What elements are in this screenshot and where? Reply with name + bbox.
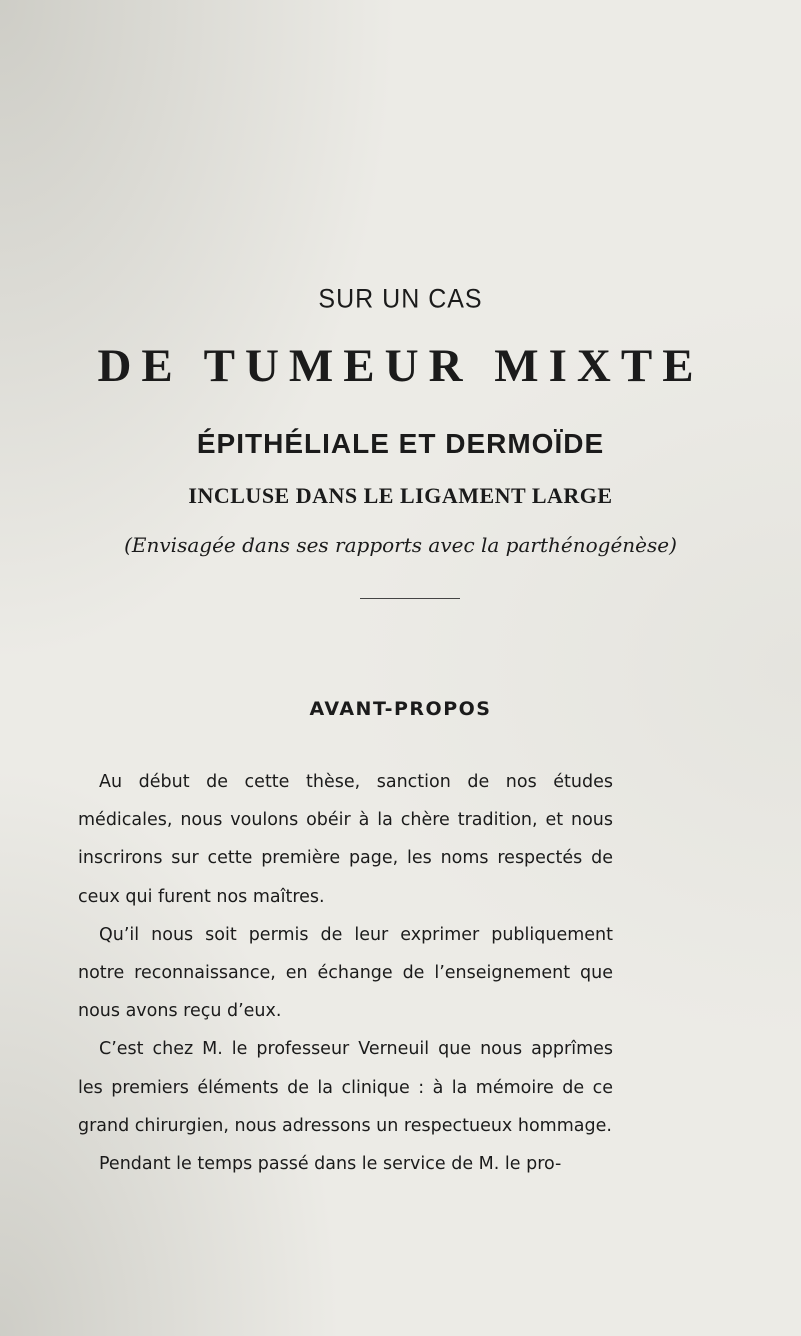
divider-rule [360, 598, 460, 599]
subtitle: (Envisagée dans ses rapports avec la parthénogénèse) [124, 533, 677, 557]
title-line-4: INCLUSE DANS LE LIGAMENT LARGE [188, 483, 613, 508]
paragraph-3: C’est chez M. le professeur Verneuil que nous apprîmes les premiers éléments de la clinique : à la mémoire de ce grand chirurgien, nous adressons un respectueux hommage. [78, 1039, 613, 1136]
title-line-3: ÉPITHÉLIALE ET DERMOÏDE [196, 428, 605, 459]
section-heading: AVANT-PROPOS [309, 698, 492, 720]
title-line-1: SUR UN CAS [318, 283, 483, 315]
body-text [78, 763, 613, 1183]
title-line-2: DE TUMEUR MIXTE [97, 340, 704, 392]
paragraph-4: Pendant le temps passé dans le service de M. le pro- [99, 1154, 562, 1175]
paragraph-1: Au début de cette thèse, sanction de nos études médicales, nous voulons obéir à la chère tradition, et nous inscrirons sur cette première page, les noms respectés de ceux qui furent nos maîtres. [78, 772, 613, 907]
paragraph-2: Qu’il nous soit permis de leur exprimer publiquement notre reconnaissance, en échange de l’enseignement que nous avons reçu d’eux. [78, 924, 613, 1022]
